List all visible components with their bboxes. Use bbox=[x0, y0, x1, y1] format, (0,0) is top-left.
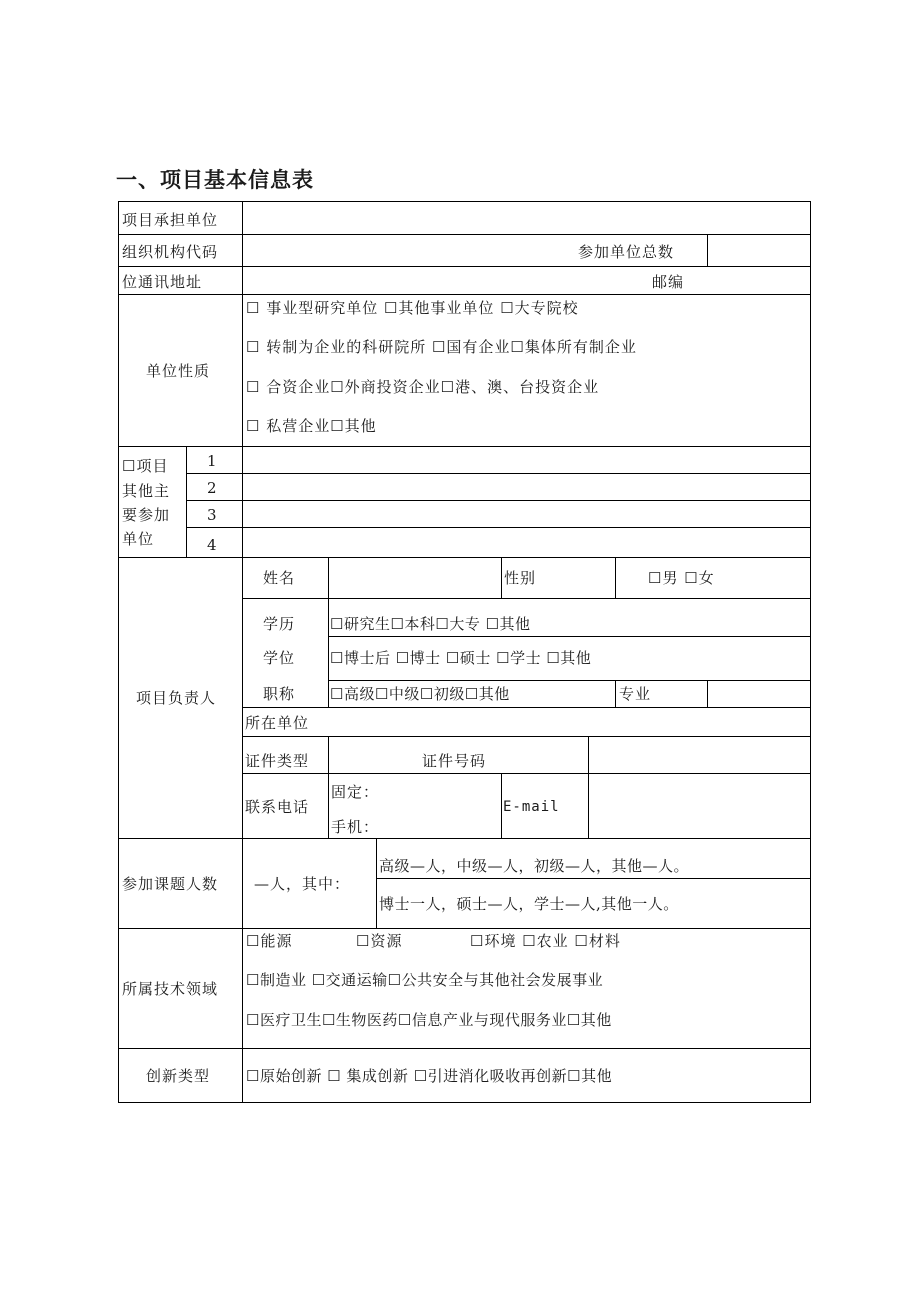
label-column-divider bbox=[242, 201, 243, 1103]
cell-divider bbox=[501, 773, 502, 839]
zip-label: 邮编 bbox=[652, 273, 685, 291]
leader-label: 项目负责人 bbox=[136, 689, 217, 707]
table-border-right bbox=[810, 201, 811, 1103]
row-line bbox=[186, 527, 811, 528]
row-line bbox=[186, 500, 811, 501]
fixed-phone-label: 固定： bbox=[331, 783, 380, 801]
address-input[interactable] bbox=[244, 268, 644, 293]
major-label: 专业 bbox=[619, 685, 652, 703]
unit-input[interactable] bbox=[244, 203, 808, 233]
work-unit-label: 所在单位 bbox=[245, 714, 310, 732]
other-unit-number: 4 bbox=[207, 536, 218, 554]
id-number-input[interactable] bbox=[590, 738, 809, 772]
unit-nature-option-line[interactable]: ☐ 合资企业☐外商投资企业☐港、澳、台投资企业 bbox=[246, 378, 600, 396]
cell-divider bbox=[707, 680, 708, 708]
unit-nature-option-line[interactable]: ☐ 事业型研究单位 ☐其他事业单位 ☐大专院校 bbox=[246, 299, 579, 317]
gender-label: 性别 bbox=[504, 569, 537, 587]
education-label: 学历 bbox=[263, 615, 296, 633]
phone-label: 联系电话 bbox=[245, 798, 310, 816]
mobile-phone-label: 手机： bbox=[331, 818, 380, 836]
cell-divider bbox=[707, 234, 708, 267]
name-input[interactable] bbox=[330, 559, 499, 597]
id-number-label: 证件号码 bbox=[422, 752, 487, 770]
title-options[interactable]: ☐高级☐中级☐初级☐其他 bbox=[330, 685, 510, 703]
tech-field-option-line[interactable]: ☐制造业 ☐交通运输☐公共安全与其他社会发展事业 bbox=[246, 971, 604, 989]
email-input[interactable] bbox=[590, 775, 809, 837]
other-unit-number: 2 bbox=[207, 479, 218, 497]
cell-divider bbox=[501, 557, 502, 599]
org-code-input[interactable] bbox=[244, 236, 564, 265]
tech-field-option-line[interactable]: ☐医疗卫生☐生物医药☐信息产业与现代服务业☐其他 bbox=[246, 1011, 612, 1029]
unit-nature-option-line[interactable]: ☐ 私营企业☐其他 bbox=[246, 417, 377, 435]
participants-titles-line: 高级—人，中级—人，初级—人，其他—人。 bbox=[379, 857, 690, 875]
major-input[interactable] bbox=[709, 682, 809, 706]
tech-field-option[interactable]: ☐环境 ☐农业 ☐材料 bbox=[470, 932, 621, 950]
page-title: 一、项目基本信息表 bbox=[116, 168, 314, 192]
other-units-label: 单位 bbox=[122, 530, 155, 548]
education-options[interactable]: ☐研究生☐本科☐大专 ☐其他 bbox=[330, 615, 531, 633]
id-type-label: 证件类型 bbox=[245, 752, 310, 770]
org-code-label: 组织机构代码 bbox=[122, 243, 219, 261]
innovation-label: 创新类型 bbox=[146, 1067, 211, 1085]
cell-divider bbox=[588, 736, 589, 839]
participants-label: 参加课题人数 bbox=[122, 875, 219, 893]
table-border-top bbox=[118, 201, 811, 202]
row-line bbox=[118, 446, 811, 447]
cell-divider bbox=[615, 557, 616, 599]
participants-count-text: —人，其中： bbox=[254, 875, 351, 893]
row-line bbox=[118, 928, 811, 929]
address-label: 位通讯地址 bbox=[122, 273, 203, 291]
table-border-bottom bbox=[118, 1102, 811, 1103]
unit-nature-label: 单位性质 bbox=[146, 362, 211, 380]
participants-degrees-line: 博士一人，硕士—人，学士—人,其他一人。 bbox=[379, 895, 679, 913]
name-label: 姓名 bbox=[263, 569, 296, 587]
row-line bbox=[118, 557, 811, 558]
row-line bbox=[328, 680, 811, 681]
cell-divider bbox=[376, 838, 377, 929]
other-units-label: 其他主 bbox=[122, 482, 171, 500]
other-unit-number: 1 bbox=[207, 452, 218, 470]
work-unit-input[interactable] bbox=[330, 709, 809, 735]
cell-divider bbox=[615, 680, 616, 708]
cell-divider bbox=[328, 557, 329, 707]
row-line bbox=[242, 707, 811, 708]
tech-field-option[interactable]: ☐资源 bbox=[356, 932, 403, 950]
gender-options[interactable]: ☐男 ☐女 bbox=[648, 569, 715, 587]
title-label: 职称 bbox=[263, 685, 296, 703]
table-border-left bbox=[118, 201, 119, 1103]
degree-options[interactable]: ☐博士后 ☐博士 ☐硕士 ☐学士 ☐其他 bbox=[330, 649, 592, 667]
cell-divider bbox=[328, 736, 329, 839]
unit-nature-option-line[interactable]: ☐ 转制为企业的科研院所 ☐国有企业☐集体所有制企业 bbox=[246, 338, 637, 356]
other-units-label[interactable]: ☐项目 bbox=[122, 457, 169, 475]
participants-count-label: 参加单位总数 bbox=[578, 243, 675, 261]
row-line bbox=[186, 473, 811, 474]
other-units-label: 要参加 bbox=[122, 506, 171, 524]
degree-label: 学位 bbox=[263, 649, 296, 667]
cell-divider bbox=[186, 446, 187, 558]
row-line bbox=[328, 636, 811, 637]
row-line bbox=[376, 878, 811, 879]
other-unit-number: 3 bbox=[207, 506, 218, 524]
row-line bbox=[118, 1048, 811, 1049]
email-label: E-mail bbox=[503, 799, 560, 815]
tech-field-option[interactable]: ☐能源 bbox=[246, 932, 293, 950]
innovation-options[interactable]: ☐原始创新 ☐ 集成创新 ☐引进消化吸收再创新☐其他 bbox=[246, 1067, 613, 1085]
tech-field-label: 所属技术领域 bbox=[122, 980, 219, 998]
row-line bbox=[118, 838, 811, 839]
participants-count-input[interactable] bbox=[709, 236, 809, 265]
row-line bbox=[118, 294, 811, 295]
unit-label: 项目承担单位 bbox=[122, 211, 219, 229]
